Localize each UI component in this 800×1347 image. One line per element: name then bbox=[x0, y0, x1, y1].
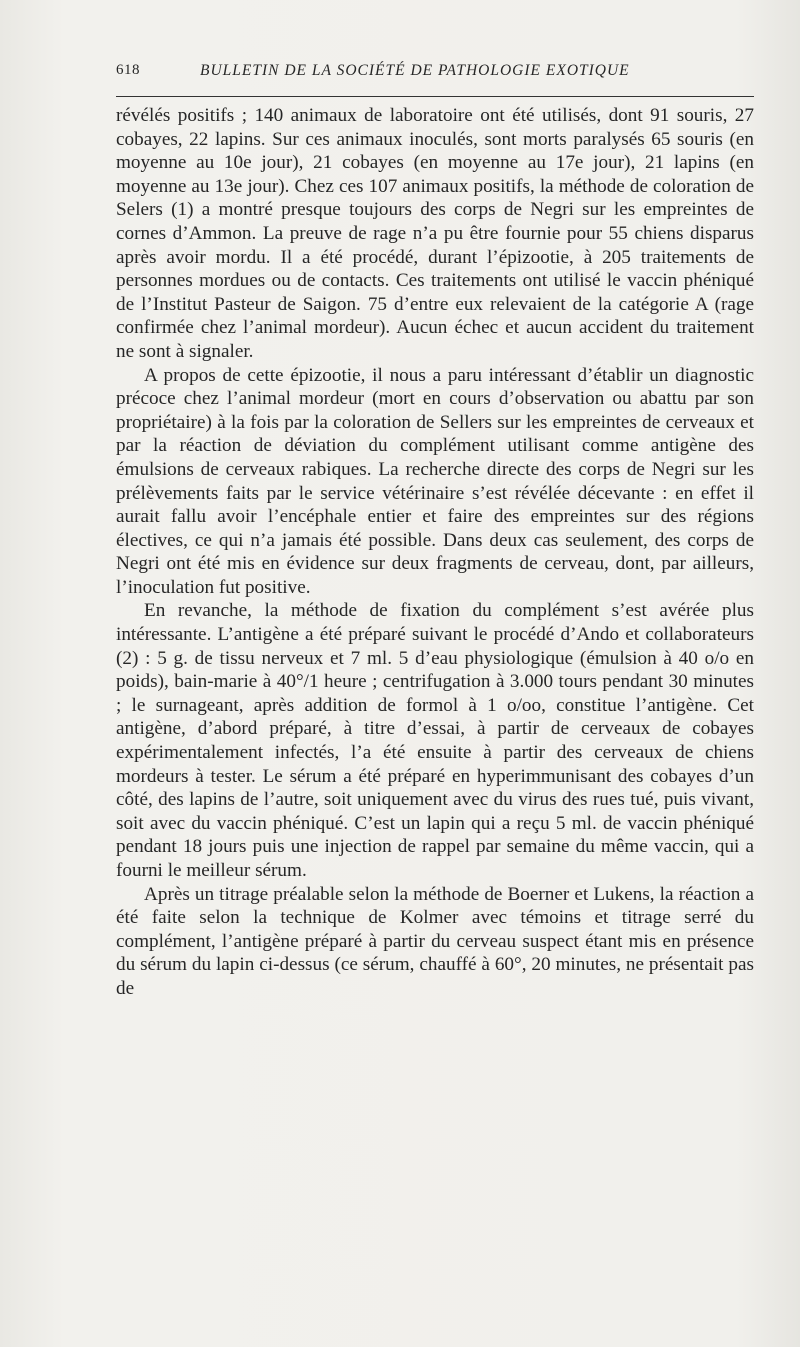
paragraph-1: révélés positifs ; 140 animaux de laboratoire ont été utilisés, dont 91 souris, 27 cobayes, 22 lapins. Sur ces animaux inoculés, sont morts paralysés 65 souris (en moyenne au 10e jour), 21 cobayes (en moyenne au 17e jour), 21 lapins (en moyenne au 13e jour). Chez ces 107 animaux positifs, la méthode de coloration de Selers (1) a montré presque toujours des corps de Negri sur les empreintes de cornes d’Ammon. La preuve de rage n’a pu être fournie pour 55 chiens disparus après avoir mordu. Il a été procédé, durant l’épizootie, à 205 traitements de personnes mordues ou de contacts. Ces traitements ont utilisé le vaccin phéniqué de l’Institut Pasteur de Saigon. 75 d’entre eux relevaient de la catégorie A (rage confirmée chez l’animal mordeur). Aucun échec et aucun accident du traitement ne sont à signaler. bbox=[116, 105, 754, 362]
running-title: BULLETIN DE LA SOCIÉTÉ DE PATHOLOGIE EXOTIQUE bbox=[200, 62, 630, 79]
paragraph-3: En revanche, la méthode de fixation du complément s’est avérée plus intéressante. L’antigène a été préparé suivant le procédé d’Ando et collaborateurs (2) : 5 g. de tissu nerveux et 7 ml. 5 d’eau physiologique (émulsion à 40 o/o en poids), bain-marie à 40°/1 heure ; centrifugation à 3.000 tours pendant 30 minutes ; le surnageant, après addition de formol à 1 o/oo, constitue l’antigène. Cet antigène, d’abord préparé, à titre d’essai, à partir de cerveaux de cobayes expérimentalement infectés, l’a été ensuite à partir des cerveaux de chiens mordeurs à tester. Le sérum a été préparé en hyperimmunisant des cobayes d’un côté, des lapins de l’autre, soit uniquement avec du virus des rues tué, puis vivant, soit avec du vaccin phéniqué. C’est un lapin qui a reçu 5 ml. de vaccin phéniqué pendant 18 jours puis une injection de rappel par semaine du même vaccin, qui a fourni le meilleur sérum. bbox=[116, 600, 754, 881]
header-rule bbox=[116, 96, 754, 97]
body-text bbox=[116, 104, 754, 1001]
page-number: 618 bbox=[116, 62, 140, 78]
page-header bbox=[116, 62, 760, 86]
paragraph-2: A propos de cette épizootie, il nous a paru intéressant d’établir un diagnostic précoce chez l’animal mordeur (mort en cours d’observation ou abattu par son propriétaire) à la fois par la coloration de Sellers sur les empreintes de cerveaux et par la réaction de déviation du complément utilisant comme antigène des émulsions de cerveaux rabiques. La recherche directe des corps de Negri sur les prélèvements faits par le service vétérinaire s’est révélée décevante : en effet il aurait fallu avoir l’encéphale entier et faire des empreintes sur des régions électives, ce qui n’a jamais été possible. Dans deux cas seulement, des corps de Negri ont été mis en évidence sur deux fragments de cerveau, dont, par ailleurs, l’inoculation fut positive. bbox=[116, 364, 754, 598]
paragraph-4: Après un titrage préalable selon la méthode de Boerner et Lukens, la réaction a été faite selon la technique de Kolmer avec témoins et titrage serré du complément, l’antigène préparé à partir du cerveau suspect étant mis en présence du sérum du lapin ci-dessus (ce sérum, chauffé à 60°, 20 minutes, ne présentait pas de bbox=[116, 883, 754, 999]
